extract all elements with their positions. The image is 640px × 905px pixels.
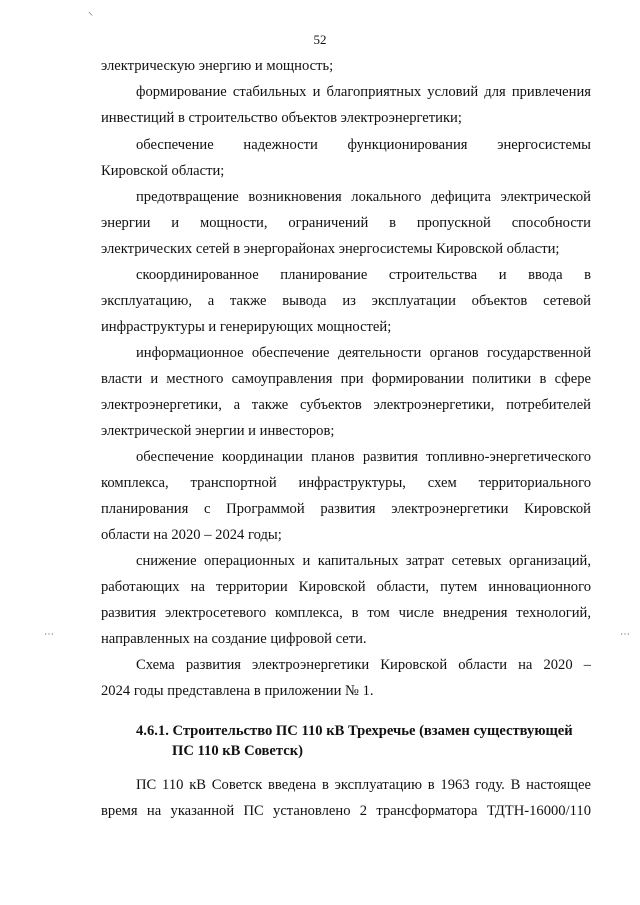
text-line: комплекса, транспортной инфраструктуры, схем территориального <box>101 475 591 491</box>
section-heading-continuation: ПС 110 кВ Советск) <box>172 743 303 759</box>
text-line: 2024 годы представлена в приложении № 1. <box>101 683 374 699</box>
text-line: области на 2020 – 2024 годы; <box>101 527 282 543</box>
text-line: работающих на территории Кировской области, путем инновационного <box>101 579 591 595</box>
scan-artifact: ⸌ <box>88 11 93 22</box>
text-line: электрических сетей в энергорайонах энергосистемы Кировской области; <box>101 241 560 257</box>
text-line: информационное обеспечение деятельности органов государственной <box>136 345 591 361</box>
text-line: развития электросетевого комплекса, в том числе внедрения технологий, <box>101 605 591 621</box>
scan-artifact: ⋯ <box>620 629 630 640</box>
text-line: ПС 110 кВ Советск введена в эксплуатацию в 1963 году. В настоящее <box>136 777 591 793</box>
section-heading: 4.6.1. Строительство ПС 110 кВ Трехречье (взамен существующей <box>136 723 573 739</box>
text-line: время на указанной ПС установлено 2 трансформатора ТДТН-16000/110 <box>101 803 591 819</box>
text-line: инфраструктуры и генерирующих мощностей; <box>101 319 392 335</box>
text-line: инвестиций в строительство объектов электроэнергетики; <box>101 110 462 126</box>
text-line: обеспечение надежности функционирования энергосистемы <box>136 137 591 153</box>
text-line: формирование стабильных и благоприятных условий для привлечения <box>136 84 591 100</box>
text-line: снижение операционных и капитальных затрат сетевых организаций, <box>136 553 591 569</box>
page-number: 52 <box>313 32 327 47</box>
scan-artifact: ⋯ <box>44 629 54 640</box>
text-line: планирования с Программой развития электроэнергетики Кировской <box>101 501 591 517</box>
text-line: Кировской области; <box>101 163 225 179</box>
text-line: электроэнергетики, а также субъектов электроэнергетики, потребителей <box>101 397 591 413</box>
text-line: электрической энергии и инвесторов; <box>101 423 335 439</box>
text-line: электрическую энергию и мощность; <box>101 58 334 74</box>
text-line: обеспечение координации планов развития топливно-энергетического <box>136 449 591 465</box>
text-line: направленных на создание цифровой сети. <box>101 631 367 647</box>
text-line: Схема развития электроэнергетики Кировской области на 2020 – <box>136 657 591 673</box>
text-line: эксплуатацию, а также вывода из эксплуатации объектов сетевой <box>101 293 591 309</box>
text-line: предотвращение возникновения локального дефицита электрической <box>136 189 591 205</box>
text-line: власти и местного самоуправления при формировании политики в сфере <box>101 371 591 387</box>
text-line: скоординированное планирование строительства и ввода в <box>136 267 591 283</box>
text-line: энергии и мощности, ограничений в пропускной способности <box>101 215 591 231</box>
